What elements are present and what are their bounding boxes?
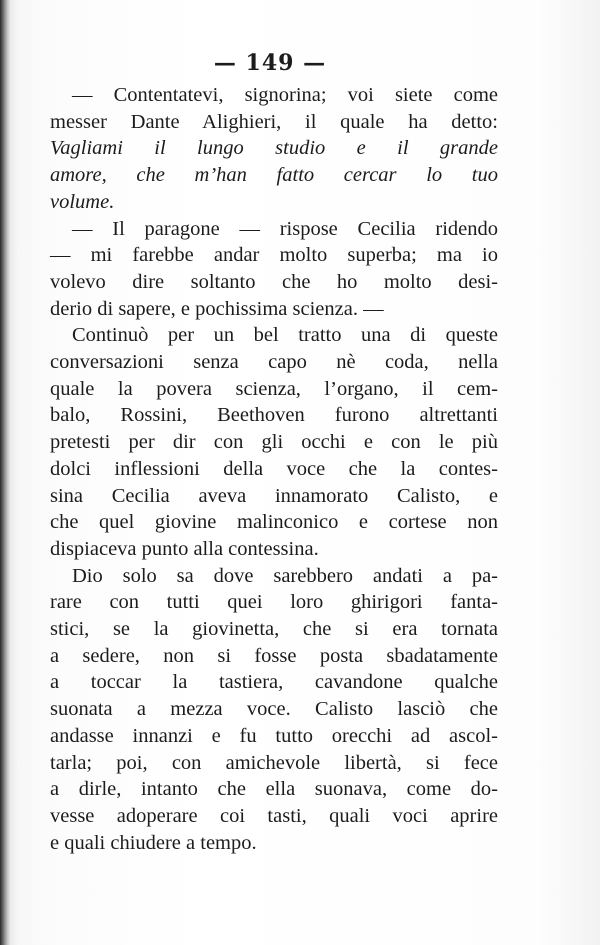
text-line: stici, se la giovinetta, che si era tornata	[50, 618, 498, 641]
paragraph-2	[50, 216, 498, 323]
text-line: tarla; poi, con amichevole libertà, si fece	[50, 751, 498, 774]
text-line: conversazioni senza capo nè coda, nella	[50, 351, 498, 374]
text-line: quale la povera scienza, l’organo, il cem-	[50, 377, 498, 400]
text-line: volevo dire soltanto che ho molto desi-	[50, 270, 498, 293]
text-line: derio di sapere, e pochissima scienza. —	[50, 297, 384, 320]
text-line: sina Cecilia aveva innamorato Calisto, e	[50, 484, 498, 507]
text-line: volume.	[50, 190, 115, 213]
text-line: rare con tutti quei loro ghirigori fanta-	[50, 591, 498, 614]
page-binding-shadow	[0, 0, 10, 945]
paragraph-1	[50, 82, 498, 216]
text-line: dolci inflessioni della voce che la contes-	[50, 457, 498, 480]
text-line: pretesti per dir con gli occhi e con le più	[50, 431, 498, 454]
paragraph-3	[50, 322, 498, 562]
text-line: andasse innanzi e fu tutto orecchi ad ascol-	[50, 724, 498, 747]
text-line: che quel giovine malinconico e cortese non	[50, 511, 498, 534]
text-line: e quali chiudere a tempo.	[50, 831, 257, 854]
text-line: — Contentatevi, signorina; voi siete come	[72, 84, 498, 106]
text-line: a dirle, intanto che ella suonava, come do-	[50, 778, 498, 801]
text-line: a toccar la tastiera, cavandone qualche	[50, 671, 498, 694]
text-line: a sedere, non si fosse posta sbadatamente	[50, 644, 498, 667]
text-line: — mi farebbe andar molto superba; ma io	[50, 244, 498, 267]
text-line: Continuò per un bel tratto una di queste	[72, 324, 498, 347]
text-line: vesse adoperare coi tasti, quali voci aprire	[50, 804, 498, 827]
text-line: suonata a mezza voce. Calisto lasciò che	[50, 698, 498, 721]
page-number: — 149 —	[213, 50, 327, 76]
body-text	[50, 82, 498, 856]
text-line: messer Dante Alighieri, il quale ha detto:	[50, 110, 498, 133]
text-line: balo, Rossini, Beethoven furono altrettanti	[50, 404, 498, 427]
text-line: — Il paragone — rispose Cecilia ridendo	[72, 217, 498, 240]
text-line: amore, che m’han fatto cercar lo tuo	[50, 164, 498, 187]
text-line: Vagliami il lungo studio e il grande	[50, 137, 498, 160]
paragraph-4	[50, 563, 498, 857]
text-line: Dio solo sa dove sarebbero andati a pa-	[72, 564, 498, 587]
text-line: dispiaceva punto alla contessina.	[50, 537, 319, 560]
